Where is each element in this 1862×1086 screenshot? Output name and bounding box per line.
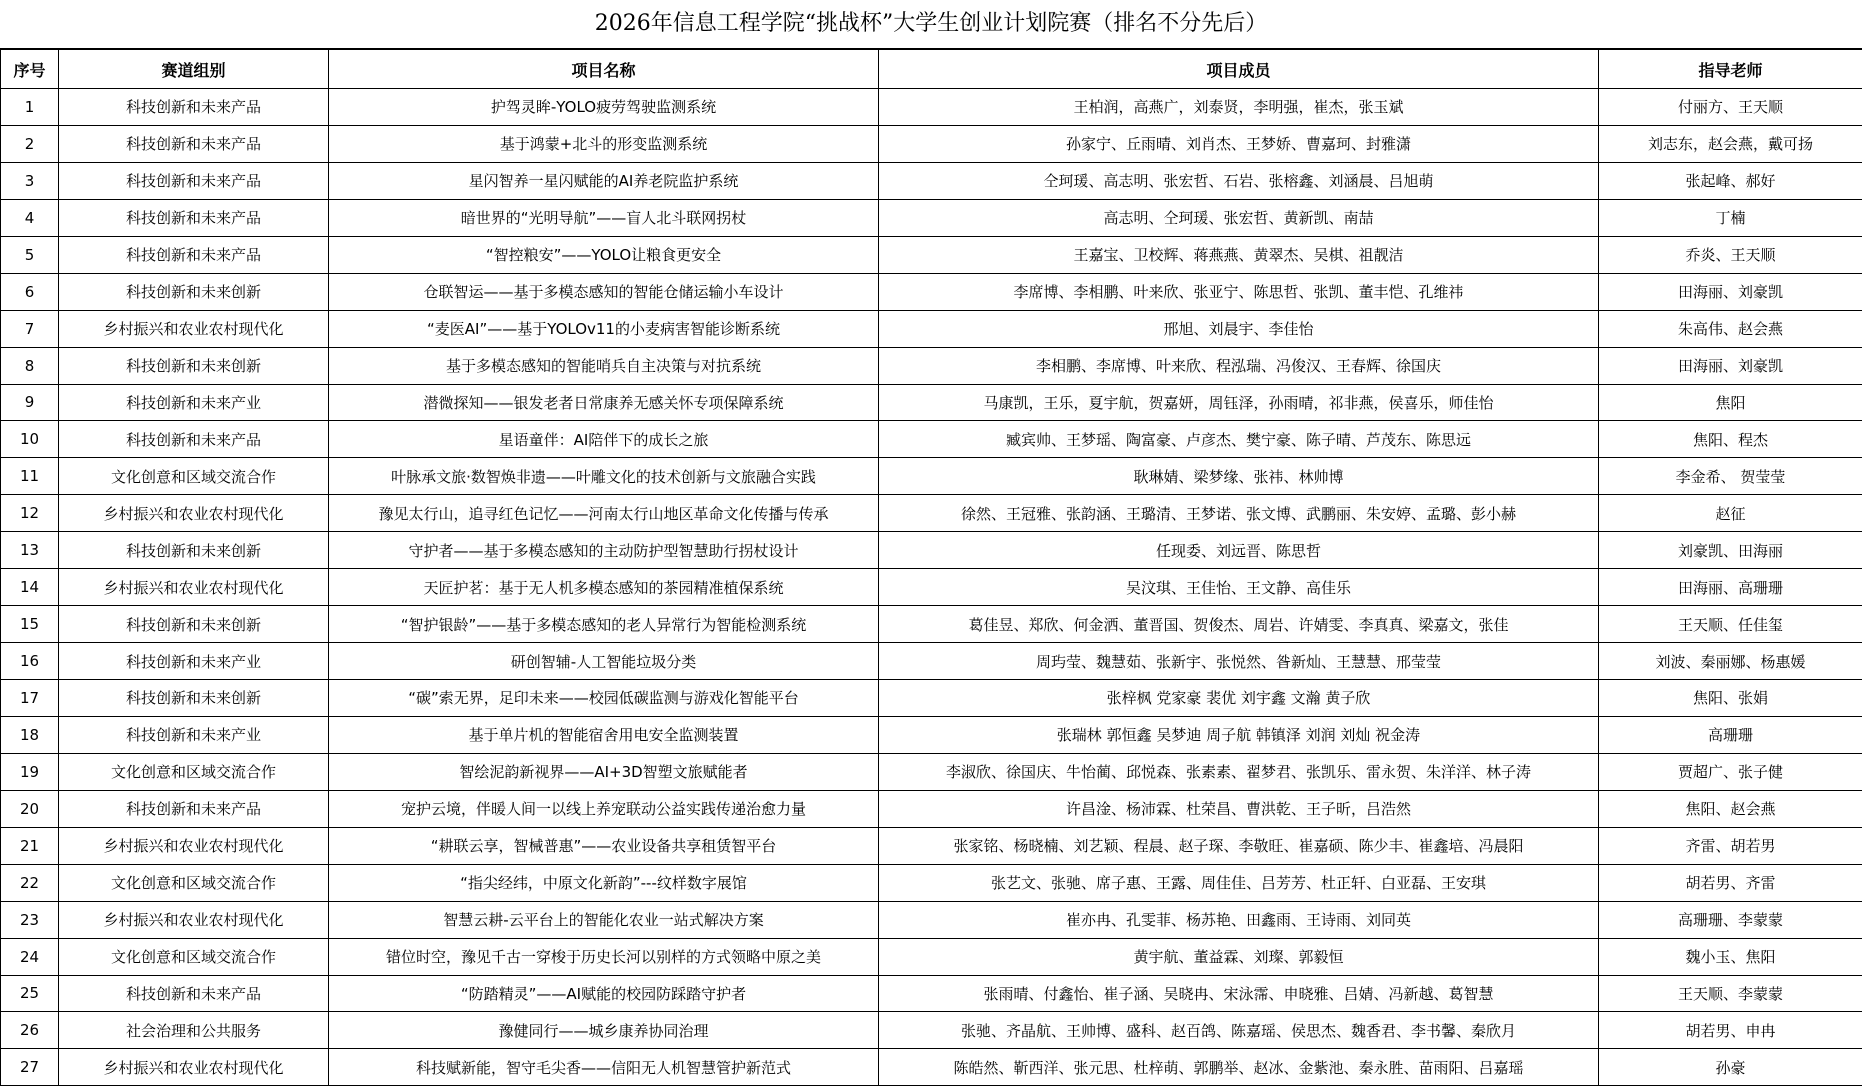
table-row	[1, 827, 1862, 864]
table-row	[1, 643, 1862, 680]
table-row	[1, 458, 1862, 495]
cell-advisors: 刘豪凯、田海丽	[1599, 532, 1862, 569]
cell-project-name: “智护银龄”——基于多模态感知的老人异常行为智能检测系统	[329, 606, 879, 643]
cell-track: 乡村振兴和农业农村现代化	[59, 495, 329, 532]
cell-members: 邢旭、刘晨宇、李佳怡	[879, 310, 1599, 347]
cell-advisors: 田海丽、高珊珊	[1599, 569, 1862, 606]
cell-index: 17	[1, 680, 59, 717]
cell-project-name: 豫见太行山，追寻红色记忆——河南太行山地区革命文化传播与传承	[329, 495, 879, 532]
cell-project-name: 叶脉承文旅·数智焕非遗——叶雕文化的技术创新与文旅融合实践	[329, 458, 879, 495]
cell-project-name: 基于单片机的智能宿舍用电安全监测装置	[329, 716, 879, 753]
table-row	[1, 569, 1862, 606]
cell-project-name: 宠护云境，伴暖人间一以线上养宠联动公益实践传递治愈力量	[329, 790, 879, 827]
cell-members: 张驰、齐晶航、王帅博、盛科、赵百鸽、陈嘉瑶、侯思杰、魏香君、李书馨、秦欣月	[879, 1012, 1599, 1049]
cell-advisors: 高珊珊	[1599, 716, 1862, 753]
cell-members: 王嘉宝、卫校辉、蒋燕燕、黄翠杰、吴棋、祖靓洁	[879, 236, 1599, 273]
cell-index: 20	[1, 790, 59, 827]
cell-index: 4	[1, 199, 59, 236]
cell-index: 19	[1, 753, 59, 790]
cell-index: 13	[1, 532, 59, 569]
cell-project-name: “耕联云享，智械普惠”——农业设备共享租赁智平台	[329, 827, 879, 864]
table-row	[1, 1012, 1862, 1049]
cell-track: 科技创新和未来产品	[59, 236, 329, 273]
cell-advisors: 焦阳、赵会燕	[1599, 790, 1862, 827]
cell-members: 高志明、仝珂瑗、张宏哲、黄新凯、南喆	[879, 199, 1599, 236]
cell-advisors: 田海丽、刘豪凯	[1599, 273, 1862, 310]
cell-project-name: “碳”索无界，足印未来——校园低碳监测与游戏化智能平台	[329, 680, 879, 717]
cell-track: 乡村振兴和农业农村现代化	[59, 827, 329, 864]
cell-track: 科技创新和未来创新	[59, 347, 329, 384]
cell-track: 科技创新和未来创新	[59, 606, 329, 643]
header-track: 赛道组别	[59, 50, 329, 89]
cell-project-name: 天匠护茗：基于无人机多模态感知的茶园精准植保系统	[329, 569, 879, 606]
cell-index: 24	[1, 938, 59, 975]
cell-advisors: 乔炎、王天顺	[1599, 236, 1862, 273]
cell-advisors: 刘志东，赵会燕，戴可扬	[1599, 125, 1862, 162]
cell-track: 科技创新和未来产品	[59, 421, 329, 458]
table-row	[1, 495, 1862, 532]
header-index: 序号	[1, 50, 59, 89]
cell-index: 18	[1, 716, 59, 753]
table-row	[1, 1049, 1862, 1086]
table-row	[1, 938, 1862, 975]
cell-members: 张梓枫 党家豪 裴优 刘宇鑫 文瀚 黄子欣	[879, 680, 1599, 717]
cell-advisors: 焦阳、程杰	[1599, 421, 1862, 458]
cell-members: 耿琳婧、梁梦缘、张祎、林帅博	[879, 458, 1599, 495]
table-row	[1, 236, 1862, 273]
cell-project-name: 智绘泥韵新视界——AI+3D智塑文旅赋能者	[329, 753, 879, 790]
cell-members: 葛佳昱、郑欣、何金洒、董晋国、贺俊杰、周岩、许婧雯、李真真、梁嘉文，张佳	[879, 606, 1599, 643]
cell-project-name: “麦医AI”——基于YOLOv11的小麦病害智能诊断系统	[329, 310, 879, 347]
cell-advisors: 胡若男、申冉	[1599, 1012, 1862, 1049]
cell-index: 6	[1, 273, 59, 310]
table-row	[1, 273, 1862, 310]
cell-advisors: 孙豪	[1599, 1049, 1862, 1086]
cell-members: 马康凯，王乐，夏宇航，贺嘉妍，周钰泽，孙雨晴，祁非燕，侯喜乐，师佳怡	[879, 384, 1599, 421]
cell-project-name: 基于鸿蒙+北斗的形变监测系统	[329, 125, 879, 162]
cell-index: 8	[1, 347, 59, 384]
cell-members: 徐然、王冠雅、张韵涵、王璐清、王梦诺、张文博、武鹏丽、朱安婷、孟璐、彭小赫	[879, 495, 1599, 532]
cell-index: 15	[1, 606, 59, 643]
cell-track: 科技创新和未来产业	[59, 384, 329, 421]
cell-index: 16	[1, 643, 59, 680]
table-row	[1, 606, 1862, 643]
cell-members: 张艺文、张驰、席子惠、王露、周佳佳、吕芳芳、杜正轩、白亚磊、王安琪	[879, 864, 1599, 901]
cell-members: 吴汶琪、王佳怡、王文静、高佳乐	[879, 569, 1599, 606]
header-members: 项目成员	[879, 50, 1599, 89]
cell-track: 文化创意和区域交流合作	[59, 938, 329, 975]
cell-project-name: 护驾灵眸-YOLO疲劳驾驶监测系统	[329, 89, 879, 126]
cell-members: 孙家宁、丘雨晴、刘肖杰、王梦娇、曹嘉珂、封雅潇	[879, 125, 1599, 162]
table-row	[1, 347, 1862, 384]
cell-project-name: “智控粮安”——YOLO让粮食更安全	[329, 236, 879, 273]
cell-track: 乡村振兴和农业农村现代化	[59, 569, 329, 606]
cell-advisors: 丁楠	[1599, 199, 1862, 236]
cell-track: 科技创新和未来创新	[59, 532, 329, 569]
cell-members: 张瑞林 郭恒鑫 吴梦迪 周子航 韩镇泽 刘润 刘灿 祝金涛	[879, 716, 1599, 753]
cell-project-name: 守护者——基于多模态感知的主动防护型智慧助行拐杖设计	[329, 532, 879, 569]
cell-track: 文化创意和区域交流合作	[59, 864, 329, 901]
cell-track: 乡村振兴和农业农村现代化	[59, 901, 329, 938]
table-row	[1, 199, 1862, 236]
cell-members: 任现委、刘远晋、陈思哲	[879, 532, 1599, 569]
cell-index: 9	[1, 384, 59, 421]
cell-project-name: 科技赋新能，智守毛尖香——信阳无人机智慧管护新范式	[329, 1049, 879, 1086]
cell-project-name: 豫健同行——城乡康养协同治理	[329, 1012, 879, 1049]
cell-members: 周玙莹、魏慧茹、张新宇、张悦然、昝新灿、王慧慧、邢莹莹	[879, 643, 1599, 680]
cell-track: 文化创意和区域交流合作	[59, 753, 329, 790]
cell-track: 科技创新和未来创新	[59, 680, 329, 717]
table-row	[1, 716, 1862, 753]
cell-project-name: 潜微探知——银发老者日常康养无感关怀专项保障系统	[329, 384, 879, 421]
table-row	[1, 753, 1862, 790]
cell-advisors: 齐雷、胡若男	[1599, 827, 1862, 864]
project-table	[0, 49, 1862, 1086]
cell-advisors: 李金希、 贺莹莹	[1599, 458, 1862, 495]
cell-advisors: 高珊珊、李蒙蒙	[1599, 901, 1862, 938]
cell-track: 科技创新和未来产品	[59, 125, 329, 162]
cell-project-name: 智慧云耕-云平台上的智能化农业一站式解决方案	[329, 901, 879, 938]
table-row	[1, 89, 1862, 126]
cell-advisors: 王天顺、李蒙蒙	[1599, 975, 1862, 1012]
cell-advisors: 张起峰、郝好	[1599, 162, 1862, 199]
table-row	[1, 790, 1862, 827]
cell-index: 27	[1, 1049, 59, 1086]
sheet-title: 2026年信息工程学院“挑战杯”大学生创业计划院赛（排名不分先后）	[0, 0, 1862, 49]
cell-index: 7	[1, 310, 59, 347]
table-row	[1, 162, 1862, 199]
cell-index: 2	[1, 125, 59, 162]
cell-project-name: “指尖经纬，中原文化新韵”---纹样数字展馆	[329, 864, 879, 901]
table-row	[1, 384, 1862, 421]
cell-project-name: 星语童伴：AI陪伴下的成长之旅	[329, 421, 879, 458]
cell-advisors: 魏小玉、焦阳	[1599, 938, 1862, 975]
cell-index: 14	[1, 569, 59, 606]
cell-members: 臧宾帅、王梦瑶、陶富豪、卢彦杰、樊宁豪、陈子晴、芦茂东、陈思远	[879, 421, 1599, 458]
cell-advisors: 王天顺、任佳玺	[1599, 606, 1862, 643]
header-row	[1, 50, 1862, 89]
cell-index: 12	[1, 495, 59, 532]
table-body	[1, 89, 1862, 1086]
cell-advisors: 胡若男、齐雷	[1599, 864, 1862, 901]
cell-members: 崔亦冉、孔雯菲、杨苏艳、田鑫雨、王诗雨、刘同英	[879, 901, 1599, 938]
table-row	[1, 125, 1862, 162]
cell-members: 张家铭、杨晓楠、刘艺颖、程晨、赵子琛、李敬旺、崔嘉硕、陈少丰、崔鑫培、冯晨阳	[879, 827, 1599, 864]
cell-index: 11	[1, 458, 59, 495]
cell-members: 李淑欣、徐国庆、牛怡蔺、邱悦森、张素素、翟梦君、张凯乐、雷永贺、朱洋洋、林子涛	[879, 753, 1599, 790]
cell-track: 科技创新和未来产业	[59, 716, 329, 753]
cell-track: 科技创新和未来产品	[59, 199, 329, 236]
cell-members: 仝珂瑗、高志明、张宏哲、石岩、张榕鑫、刘涵晨、吕旭萌	[879, 162, 1599, 199]
cell-members: 黄宇航、董益霖、刘璨、郭毅恒	[879, 938, 1599, 975]
cell-index: 21	[1, 827, 59, 864]
cell-members: 李相鹏、李席博、叶来欣、程泓瑞、冯俊汉、王春辉、徐国庆	[879, 347, 1599, 384]
cell-track: 科技创新和未来产品	[59, 790, 329, 827]
cell-track: 科技创新和未来创新	[59, 273, 329, 310]
cell-track: 乡村振兴和农业农村现代化	[59, 1049, 329, 1086]
cell-advisors: 付丽方、王天顺	[1599, 89, 1862, 126]
cell-advisors: 田海丽、刘豪凯	[1599, 347, 1862, 384]
cell-project-name: 研创智辅-人工智能垃圾分类	[329, 643, 879, 680]
cell-members: 王柏润，高燕广，刘泰贤，李明强，崔杰，张玉斌	[879, 89, 1599, 126]
cell-index: 10	[1, 421, 59, 458]
header-advisors: 指导老师	[1599, 50, 1862, 89]
cell-project-name: 星闪智养一星闪赋能的AI养老院监护系统	[329, 162, 879, 199]
cell-advisors: 焦阳	[1599, 384, 1862, 421]
cell-track: 科技创新和未来产品	[59, 975, 329, 1012]
cell-advisors: 刘波、秦丽娜、杨惠媛	[1599, 643, 1862, 680]
cell-project-name: “防踏精灵”——AI赋能的校园防踩踏守护者	[329, 975, 879, 1012]
cell-advisors: 赵征	[1599, 495, 1862, 532]
cell-track: 科技创新和未来产品	[59, 162, 329, 199]
table-row	[1, 975, 1862, 1012]
table-row	[1, 310, 1862, 347]
cell-advisors: 朱高伟、赵会燕	[1599, 310, 1862, 347]
cell-index: 22	[1, 864, 59, 901]
cell-index: 26	[1, 1012, 59, 1049]
cell-project-name: 暗世界的“光明导航”——盲人北斗联网拐杖	[329, 199, 879, 236]
cell-members: 许昌淦、杨沛霖、杜荣昌、曹洪乾、王子昕，吕浩然	[879, 790, 1599, 827]
cell-advisors: 贾超广、张子健	[1599, 753, 1862, 790]
table-row	[1, 421, 1862, 458]
cell-index: 25	[1, 975, 59, 1012]
table-row	[1, 864, 1862, 901]
table-row	[1, 901, 1862, 938]
cell-track: 乡村振兴和农业农村现代化	[59, 310, 329, 347]
cell-members: 李席博、李相鹏、叶来欣、张亚宁、陈思哲、张凯、董丰恺、孔维祎	[879, 273, 1599, 310]
cell-project-name: 仓联智运——基于多模态感知的智能仓储运输小车设计	[329, 273, 879, 310]
cell-index: 5	[1, 236, 59, 273]
cell-index: 3	[1, 162, 59, 199]
header-project-name: 项目名称	[329, 50, 879, 89]
table-row	[1, 680, 1862, 717]
cell-index: 23	[1, 901, 59, 938]
cell-members: 张雨晴、付鑫怡、崔子涵、吴晓冉、宋泳霈、申晓雅、吕婧、冯新越、葛智慧	[879, 975, 1599, 1012]
cell-project-name: 基于多模态感知的智能哨兵自主决策与对抗系统	[329, 347, 879, 384]
cell-members: 陈皓然、靳西洋、张元思、杜梓萌、郭鹏举、赵冰、金紫池、秦永胜、苗雨阳、吕嘉瑶	[879, 1049, 1599, 1086]
cell-track: 科技创新和未来产品	[59, 89, 329, 126]
cell-track: 科技创新和未来产业	[59, 643, 329, 680]
cell-index: 1	[1, 89, 59, 126]
cell-track: 文化创意和区域交流合作	[59, 458, 329, 495]
cell-track: 社会治理和公共服务	[59, 1012, 329, 1049]
cell-project-name: 错位时空，豫见千古一穿梭于历史长河以别样的方式领略中原之美	[329, 938, 879, 975]
cell-advisors: 焦阳、张娟	[1599, 680, 1862, 717]
table-row	[1, 532, 1862, 569]
